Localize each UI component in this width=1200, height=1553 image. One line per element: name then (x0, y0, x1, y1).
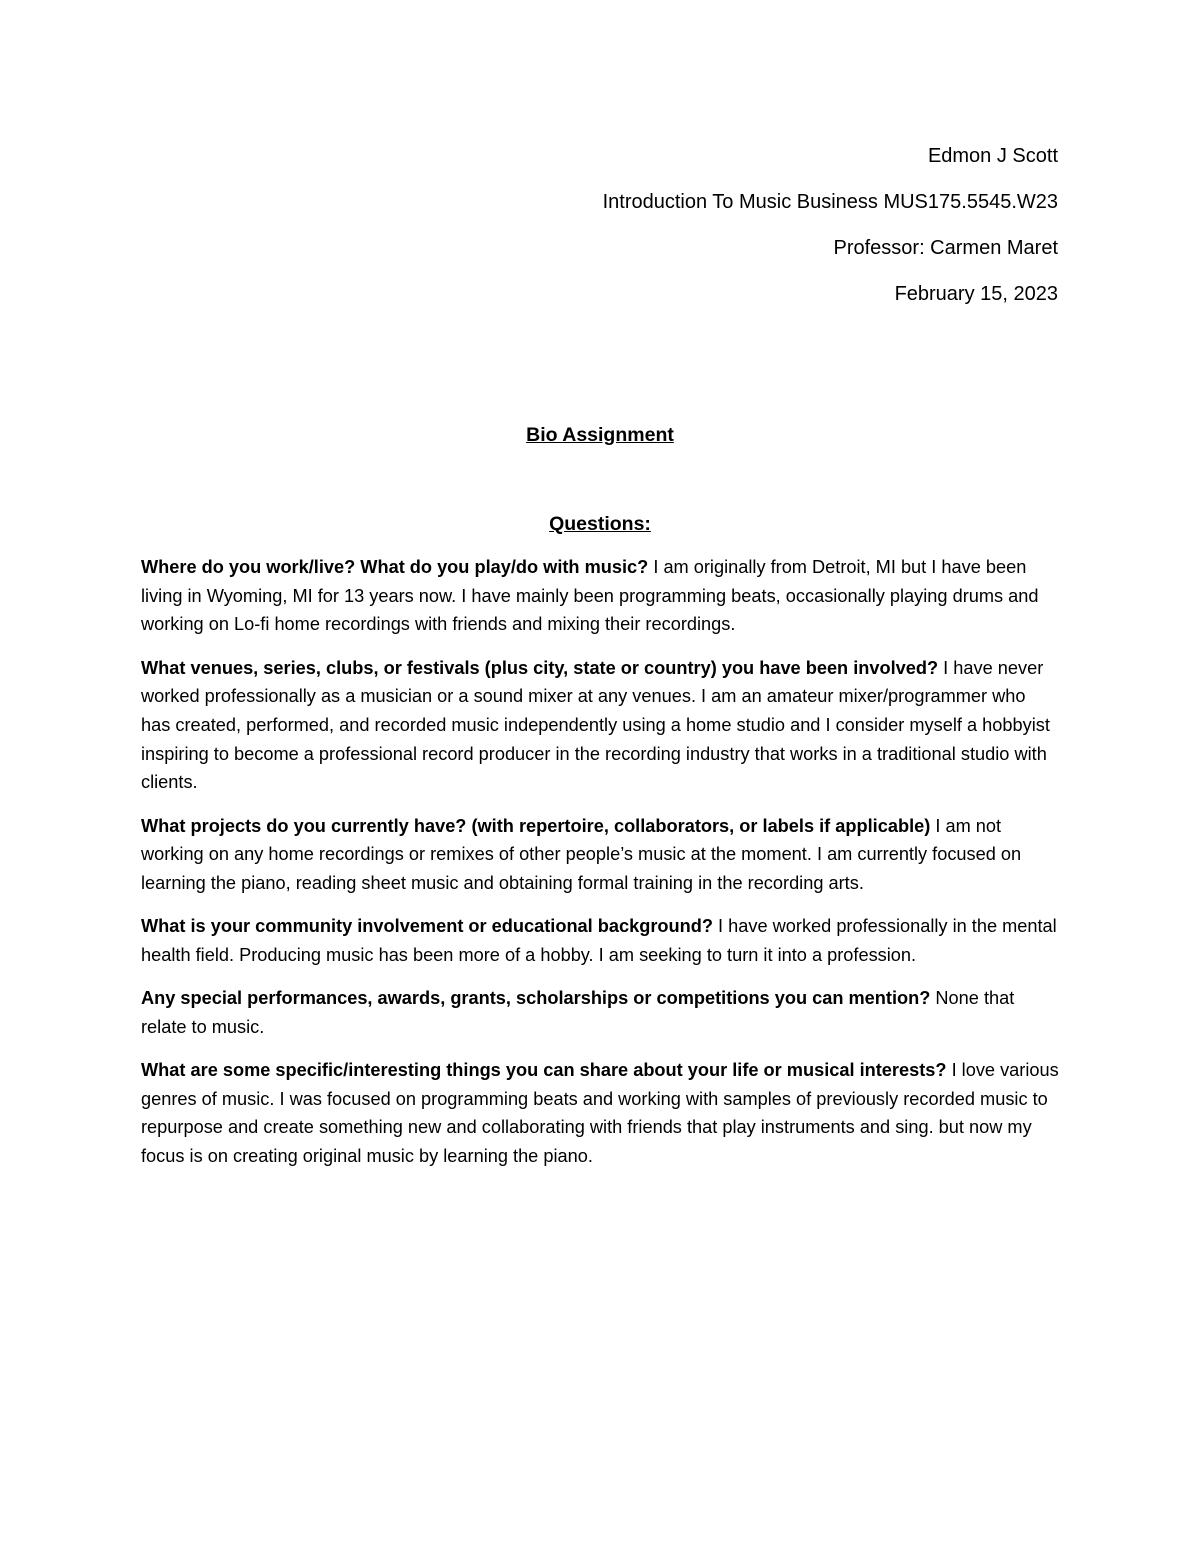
question-text: What is your community involvement or educational background? (141, 916, 713, 937)
qa-item (141, 553, 1059, 639)
qa-item (141, 984, 1059, 1041)
assignment-date: February 15, 2023 (894, 283, 1058, 305)
qa-list (141, 553, 1059, 1185)
answer-text: None that relate to music. (141, 988, 1015, 1037)
question-text: What venues, series, clubs, or festivals (plus city, state or country) you have been involved? (141, 657, 939, 678)
question-text: What are some specific/interesting things you can share about your life or musical interests? (141, 1060, 947, 1081)
question-text: What projects do you currently have? (with repertoire, collaborators, or labels if applicable) (141, 815, 931, 836)
answer-text: I have worked professionally in the mental health field. Producing music has been more of a hobby. I am seeking to turn it into a profession. (141, 916, 1057, 965)
question-text: Any special performances, awards, grants, scholarships or competitions you can mention? (141, 988, 931, 1009)
header-block (603, 140, 1058, 324)
answer-text: I love various genres of music. I was focused on programming beats and working with samples of previously recorded music to repurpose and create something new and collaborating with friends that play instruments and sing. but now my focus is on creating original music by learning the piano. (141, 1060, 1059, 1167)
answer-text: I am not working on any home recordings or remixes of other people’s music at the moment. I am currently focused on learning the piano, reading sheet music and obtaining formal training in the recording arts. (141, 815, 1022, 894)
qa-item (141, 654, 1059, 798)
author-name: Edmon J Scott (927, 145, 1058, 167)
answer-text: I am originally from Detroit, MI but I have been living in Wyoming, MI for 13 years now. I have mainly been programming beats, occasionally playing drums and working on Lo-fi home recordings with friends and mixing their recordings. (141, 557, 1039, 635)
document-title: Bio Assignment (526, 424, 674, 446)
question-text: Where do you work/live? What do you play/do with music? (141, 557, 649, 577)
qa-item (141, 912, 1059, 969)
professor-name: Professor: Carmen Maret (833, 237, 1058, 259)
qa-item (141, 812, 1059, 898)
course-name: Introduction To Music Business MUS175.5545.W23 (602, 191, 1058, 213)
answer-text: I have never worked professionally as a musician or a sound mixer at any venues. I am an amateur mixer/programmer who has created, performed, and recorded music independently using a home studio and I consider myself a hobbyist inspiring to become a professional record producer in the recording industry that works in a traditional studio with clients. (141, 657, 1050, 793)
qa-item (141, 1056, 1059, 1171)
questions-heading: Questions: (549, 513, 651, 535)
